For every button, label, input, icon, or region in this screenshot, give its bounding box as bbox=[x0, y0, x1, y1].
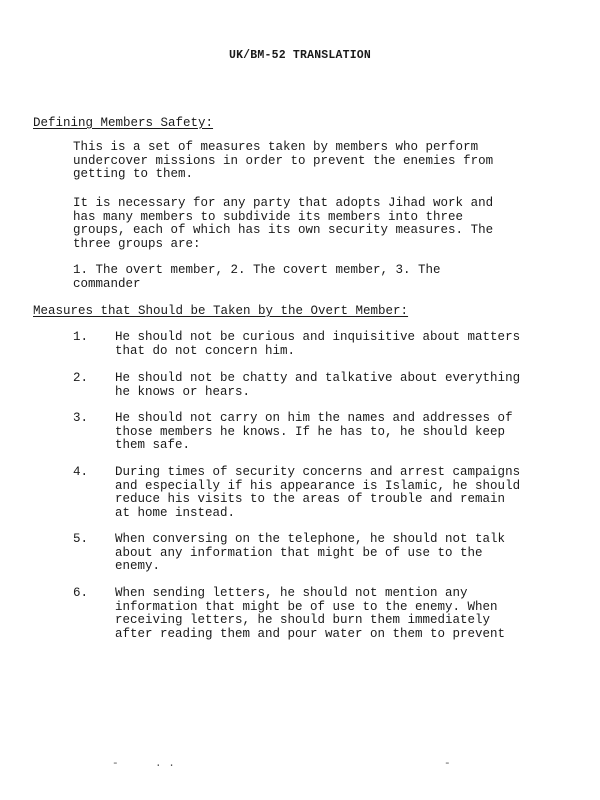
paragraph-intro: This is a set of measures taken by members who perform undercover missions in order to prevent the enemies from getting to them. bbox=[73, 140, 494, 181]
list-item-number: 2. bbox=[73, 371, 89, 385]
list-item-number: 1. bbox=[73, 330, 89, 344]
list-item-number: 4. bbox=[73, 465, 89, 479]
list-item-number: 3. bbox=[73, 411, 89, 425]
scan-mark-left: - bbox=[112, 758, 119, 770]
list-item-text: He should not be chatty and talkative about everything he knows or hears. bbox=[115, 371, 521, 399]
scan-mark-center: . . bbox=[155, 758, 175, 770]
list-item-text: During times of security concerns and arrest campaigns and especially if his appearance is Islamic, he should reduce his visits to the areas of trouble and remain at home instead. bbox=[115, 465, 521, 520]
list-item-text: When sending letters, he should not mention any information that might be of use to the enemy. When receiving letters, he should burn them immediately after reading them and pour water on them to prevent bbox=[115, 586, 506, 641]
section-heading-defining-members-safety: Defining Members Safety: bbox=[33, 116, 214, 130]
document-title: UK/BM-52 TRANSLATION bbox=[228, 49, 372, 62]
list-item-text: He should not be curious and inquisitive about matters that do not concern him. bbox=[115, 330, 521, 358]
list-item-text: When conversing on the telephone, he should not talk about any information that might be of use to the enemy. bbox=[115, 532, 506, 573]
section-heading-overt-member-measures: Measures that Should be Taken by the Overt Member: bbox=[33, 304, 409, 318]
list-item-number: 6. bbox=[73, 586, 89, 600]
scan-mark-right: - bbox=[444, 758, 451, 770]
paragraph-jihad-groups: It is necessary for any party that adopts Jihad work and has many members to subdivide its members into three groups, each of which has its own security measures. The three groups are: bbox=[73, 196, 494, 251]
list-item-number: 5. bbox=[73, 532, 89, 546]
paragraph-three-groups-list: 1. The overt member, 2. The covert member, 3. The commander bbox=[73, 263, 441, 291]
list-item-text: He should not carry on him the names and addresses of those members he knows. If he has to, he should keep them safe. bbox=[115, 411, 513, 452]
